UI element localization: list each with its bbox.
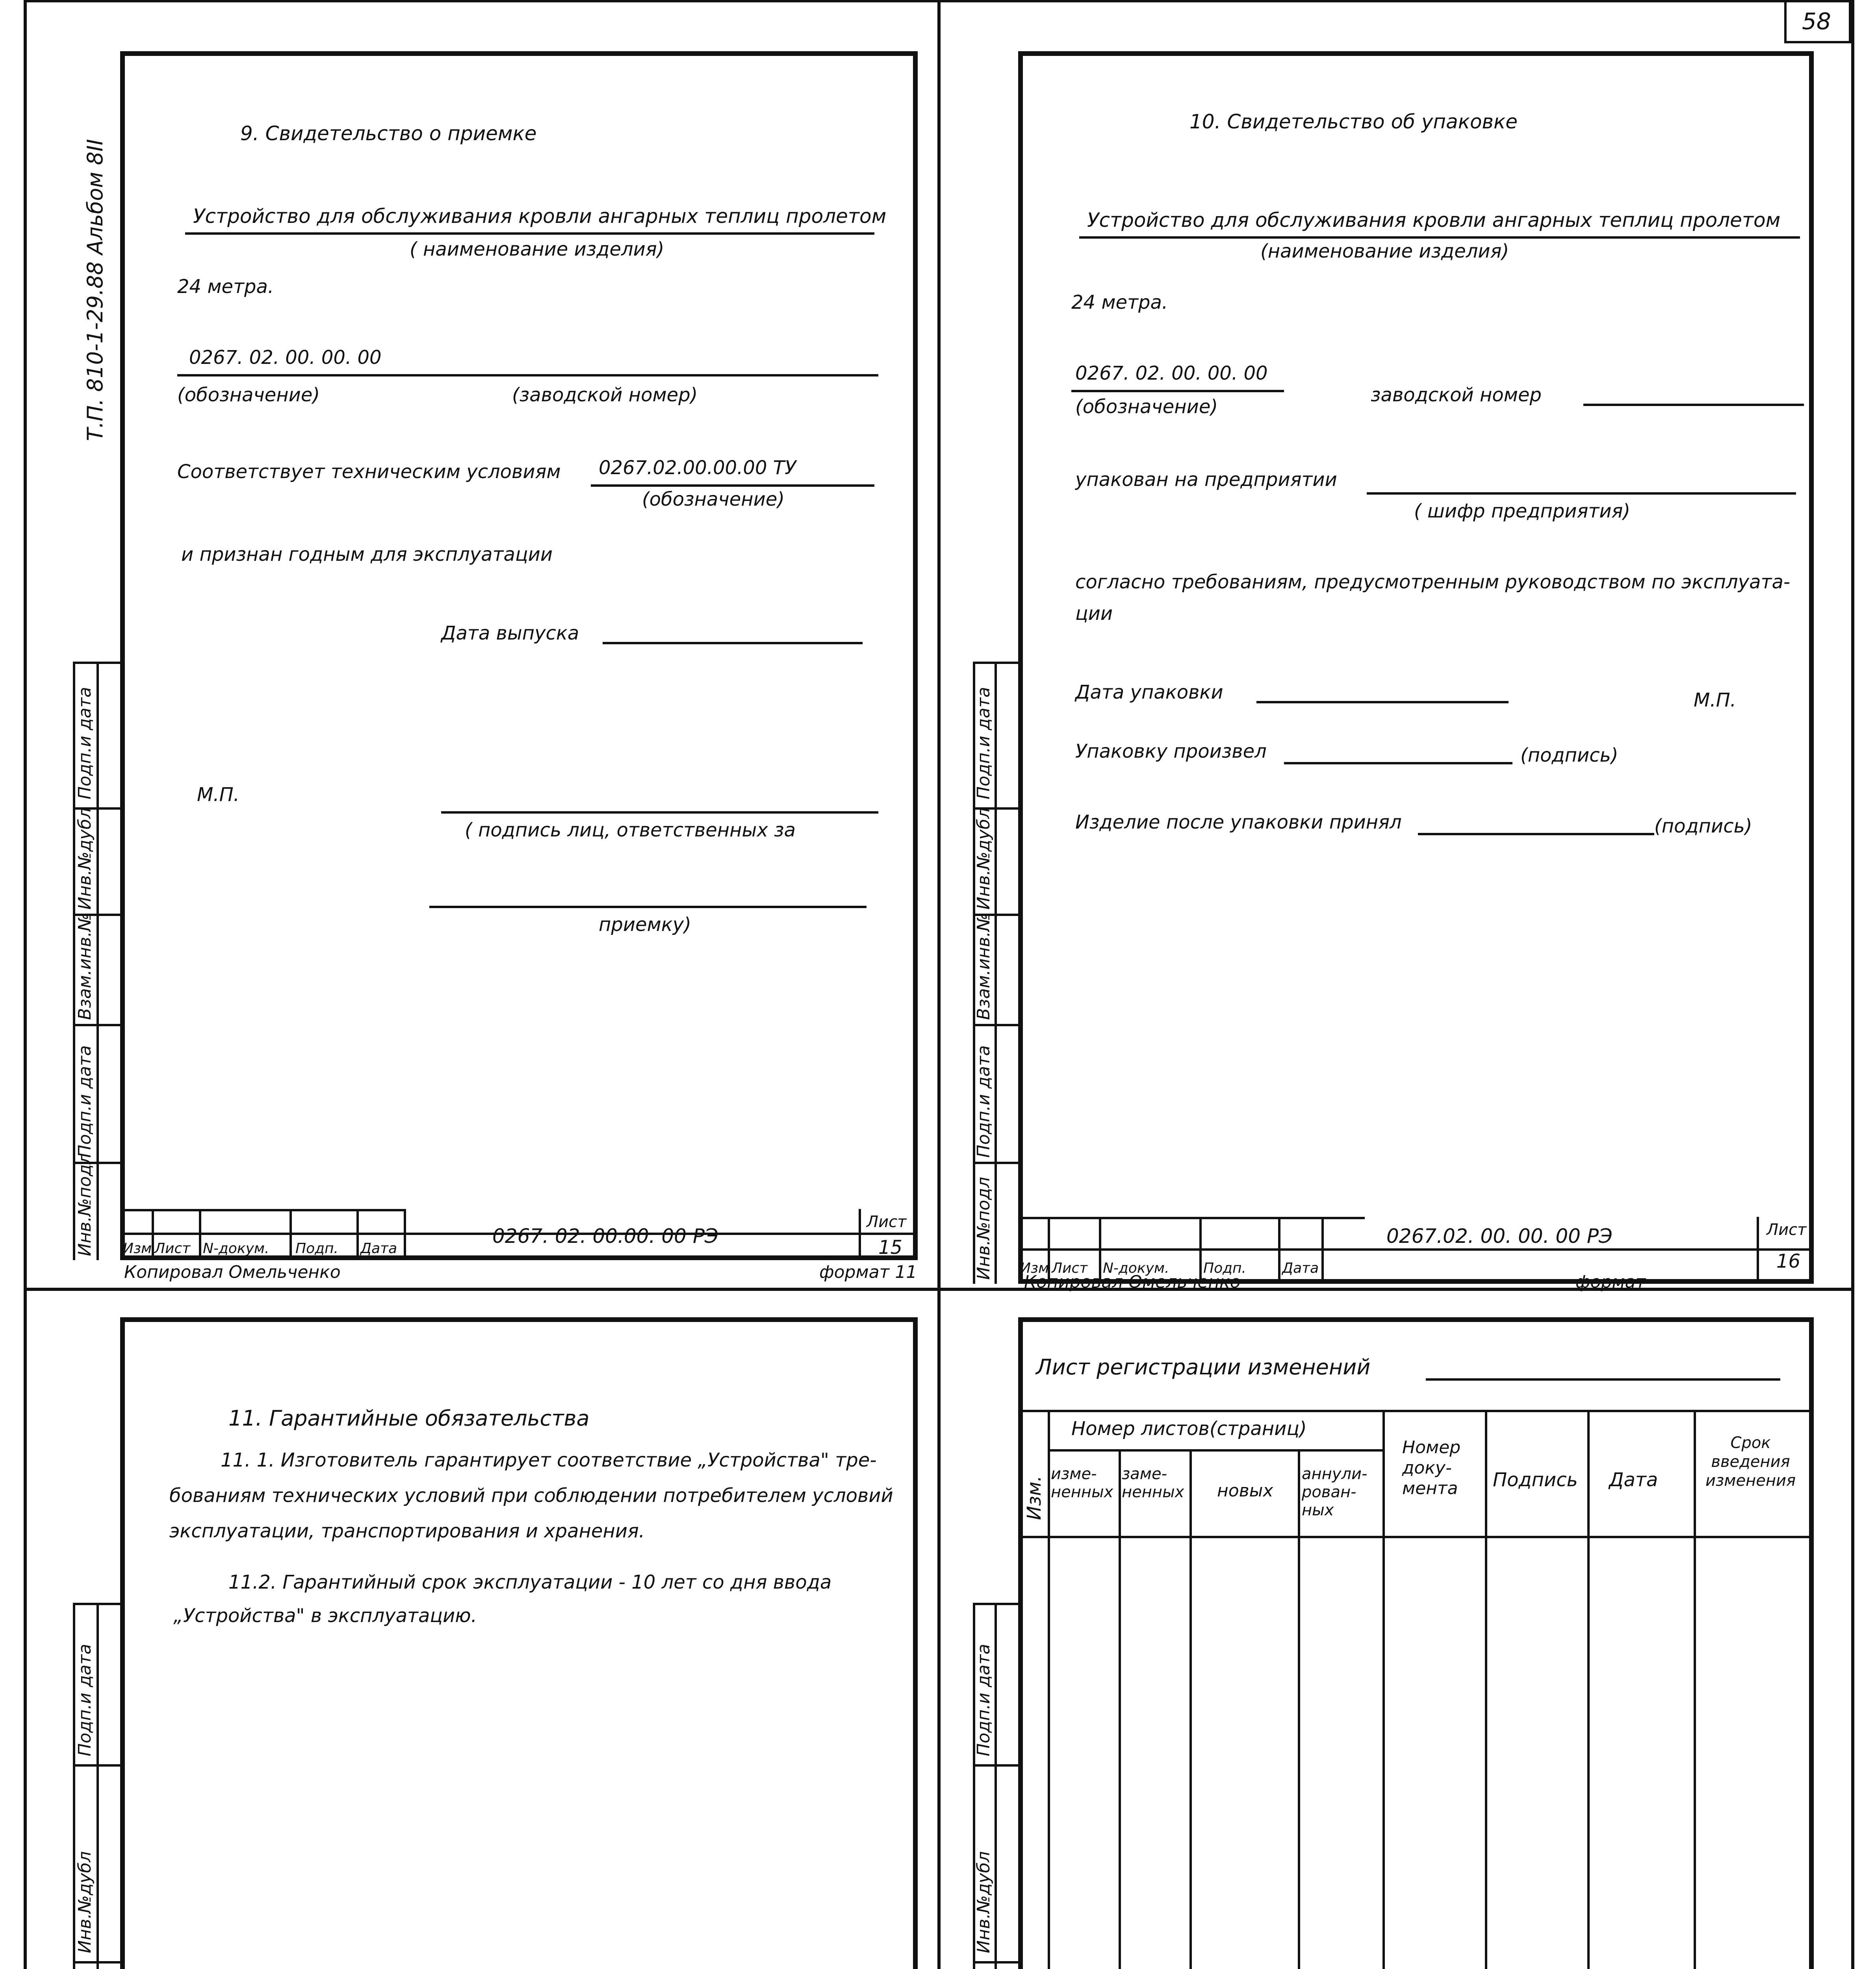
tb-col-doc: N-докум. (203, 1240, 269, 1257)
sheet-16-product-note: (наименование изделия) (1260, 240, 1509, 262)
stamp-line (73, 1024, 120, 1026)
sheet-15-fit: и признан годным для эксплуатации (181, 543, 553, 565)
center-divider (937, 0, 941, 1969)
table-subheader-line (1048, 1449, 1382, 1452)
underline (1071, 390, 1284, 392)
tb-col-doc: N-докум. (1103, 1260, 1169, 1276)
sheet-16-heading: 10. Свидетельство об упаковке (1189, 110, 1518, 133)
sheet-16-packed-by: Упаковку произвел (1075, 740, 1267, 762)
col-changed: изме- ненных (1051, 1465, 1113, 1501)
date-release-line (603, 642, 863, 644)
table-col (1587, 1410, 1590, 1969)
stamp-mid (96, 1603, 99, 1969)
stamp-label: Инв.№подл (75, 1153, 95, 1256)
tb-col-date: Дата (1282, 1260, 1319, 1276)
copied-by: Копировал Омельченко (124, 1262, 341, 1282)
stamp-label: Подп.и дата (974, 1045, 994, 1158)
stamp-label: Инв.№дубл (75, 1851, 95, 1953)
col-replaced: заме- ненных (1122, 1465, 1184, 1501)
sheet-15-conforms-note: (обозначение) (642, 488, 785, 510)
sheet-15-factory: (заводской номер) (512, 384, 698, 406)
sheet-16-mp: М.П. (1694, 689, 1737, 711)
col-izm: Изм. (1023, 1476, 1045, 1520)
table-col (1189, 1449, 1192, 1969)
stamp-label: Инв.№дубл (974, 1851, 994, 1953)
underline (591, 484, 874, 487)
stamp-label: Инв.№дубл (974, 807, 994, 910)
sheet-15-number: 15 (878, 1237, 903, 1259)
sheet-15-sign-note-1: ( подпись лиц, ответственных за (465, 819, 796, 841)
col-date: Дата (1609, 1469, 1658, 1491)
sheet-17-p1-l3: эксплуатации, транспортирования и хранения. (169, 1520, 645, 1542)
stamp-line (973, 1024, 1018, 1026)
stamp-line (973, 1961, 1018, 1963)
table-col (1119, 1449, 1121, 1969)
factory-line (1583, 404, 1804, 406)
packed-line (1367, 492, 1796, 495)
sheet-15-heading: 9. Свидетельство о приемке (240, 122, 537, 145)
title-block-col (1278, 1217, 1280, 1284)
sheet-16-factory: заводской номер (1371, 384, 1542, 406)
stamp-line (973, 662, 1018, 664)
stamp-line (73, 1603, 120, 1605)
stamp-line (73, 1961, 120, 1963)
sheet-16-packed-note: ( шифр предприятия) (1414, 500, 1631, 522)
tb-col-sign: Подп. (295, 1240, 338, 1257)
sheet-17-p1-l2: бованиям технических условий при соблюдении потребителем условий (169, 1485, 893, 1507)
stamp-label: Инв.№дубл (75, 807, 95, 910)
stamp-mid (995, 662, 997, 1284)
sheet-16-packed-at: упакован на предприятии (1075, 469, 1337, 491)
sheet-17-p2-l2: „Устройства" в эксплуатацию. (173, 1605, 477, 1627)
stamp-label: Подп.и дата (974, 687, 994, 799)
sheet-15-product-note: ( наименование изделия) (410, 238, 664, 260)
col-docnum: Номер доку- мента (1402, 1437, 1461, 1498)
sheet-16-sign-2: (подпись) (1654, 815, 1752, 837)
stamp-label: Подп.и дата (974, 1644, 994, 1756)
table-col (1382, 1410, 1385, 1969)
title-block-col (1757, 1217, 1759, 1284)
stamp-mid (995, 1603, 997, 1969)
sheet-16-number: 16 (1776, 1250, 1801, 1272)
title-block-col (1321, 1217, 1324, 1284)
title-block-col (356, 1209, 359, 1260)
sheet-16-according-cont: ции (1075, 603, 1113, 625)
sheet-15-stamp-mid (96, 662, 99, 1260)
sheet-16-accepted: Изделие после упаковки принял (1075, 811, 1402, 833)
sheet-16-sign-1: (подпись) (1520, 744, 1618, 766)
sheet-15-conforms: Соответствует техническим условиям (177, 461, 561, 483)
sheet-15-mp: М.П. (197, 784, 240, 806)
sheet-16-code: 0267. 02. 00. 00. 00 (1075, 362, 1268, 384)
stamp-label: Инв.№подл (974, 1177, 994, 1280)
title-block-col (289, 1209, 292, 1260)
sheet-15-conforms-value: 0267.02.00.00.00 ТУ (599, 457, 796, 479)
accepted-line (1418, 833, 1654, 835)
tb-col-izm: Изм (123, 1240, 152, 1257)
tb-col-izm: Изм (1020, 1260, 1049, 1276)
tb-col-sign: Подп. (1203, 1260, 1246, 1276)
sheet-17-p2-l1: 11.2. Гарантийный срок эксплуатации - 10 лет со дня ввода (228, 1571, 832, 1593)
heading-line (1426, 1378, 1780, 1381)
sign-line (429, 906, 867, 908)
top-border (24, 0, 1854, 2)
table-col (1485, 1410, 1487, 1969)
stamp-line (73, 662, 120, 664)
album-label: Т.П. 810-1-29.88 Альбом 8II (83, 139, 108, 441)
tb-sheet-label: Лист (867, 1213, 907, 1231)
table-col (1694, 1410, 1696, 1969)
sheet-15-product-cont: 24 метра. (177, 276, 274, 298)
sheet-15-sign-note-2: приемку) (599, 914, 691, 936)
title-block-row (1018, 1248, 1814, 1251)
sheet-15-date-release: Дата выпуска (441, 622, 579, 644)
format-label: формат 11 (819, 1262, 917, 1282)
page-number: 58 (1802, 8, 1831, 35)
title-block-col (859, 1209, 861, 1260)
stamp-label: Взам.инв.№ (974, 913, 994, 1020)
col-group: Номер листов(страниц) (1071, 1418, 1307, 1440)
stamp-label: Подп.и дата (75, 687, 95, 799)
sheet-17-heading: 11. Гарантийные обязательства (228, 1406, 590, 1431)
stamp-label: Взам.инв.№ (75, 913, 95, 1020)
underline (185, 232, 874, 235)
sheet-16-pack-date: Дата упаковки (1075, 681, 1223, 703)
tb-col-list: Лист (1052, 1260, 1088, 1276)
stamp-line (973, 1764, 1018, 1767)
sheet-15-product: Устройство для обслуживания кровли ангарных теплиц пролетом (193, 205, 887, 228)
table-col (1298, 1449, 1300, 1969)
tb-col-date: Дата (360, 1240, 397, 1257)
sheet-16-product: Устройство для обслуживания кровли ангарных теплиц пролетом (1087, 209, 1781, 232)
pack-date-line (1256, 701, 1509, 703)
sheet-16-product-cont: 24 метра. (1071, 291, 1168, 313)
stamp-line (973, 1603, 1018, 1605)
outer-right-border (1851, 0, 1854, 1969)
title-block-col (404, 1209, 406, 1260)
col-annul: аннули- рован- ных (1302, 1465, 1368, 1519)
title-block-top (120, 1209, 404, 1211)
stamp-line (973, 1162, 1018, 1164)
sign-line (441, 811, 878, 814)
sheet-16-designation: (обозначение) (1075, 396, 1218, 418)
sheet-16-doc-code: 0267.02. 00. 00. 00 РЭ (1386, 1225, 1613, 1248)
outer-left-border (24, 0, 27, 1969)
underline (1079, 236, 1800, 239)
table-col (1048, 1410, 1050, 1969)
format-label: формат (1575, 1272, 1646, 1292)
underline (177, 374, 878, 376)
stamp-label: Подп.и дата (75, 1644, 95, 1756)
title-block-col (152, 1209, 154, 1260)
sheet-18-heading: Лист регистрации изменений (1036, 1355, 1371, 1379)
sheet-17-p1-l1: 11. 1. Изготовитель гарантирует соответствие „Устройства" тре- (221, 1449, 877, 1471)
sheet-15-code: 0267. 02. 00. 00. 00 (189, 347, 382, 369)
tb-sheet-label: Лист (1767, 1221, 1807, 1239)
stamp-label: Подп.и дата (75, 1045, 95, 1158)
packed-by-line (1284, 762, 1512, 764)
title-block-top (1018, 1217, 1365, 1219)
col-new: новых (1217, 1481, 1273, 1501)
sheet-15-designation: (обозначение) (177, 384, 320, 406)
col-term: Срок введения изменения (1705, 1434, 1796, 1490)
sheet-15-doc-code: 0267. 02. 00.00. 00 РЭ (492, 1225, 718, 1248)
sheet-16-according: согласно требованиям, предусмотренным руководством по эксплуата- (1075, 571, 1791, 593)
title-block-col (199, 1209, 201, 1260)
col-sign: Подпись (1493, 1469, 1578, 1491)
tb-col-list: Лист (154, 1240, 191, 1257)
stamp-line (73, 1764, 120, 1767)
copied-by: Копировал Омельченко (1024, 1272, 1241, 1292)
